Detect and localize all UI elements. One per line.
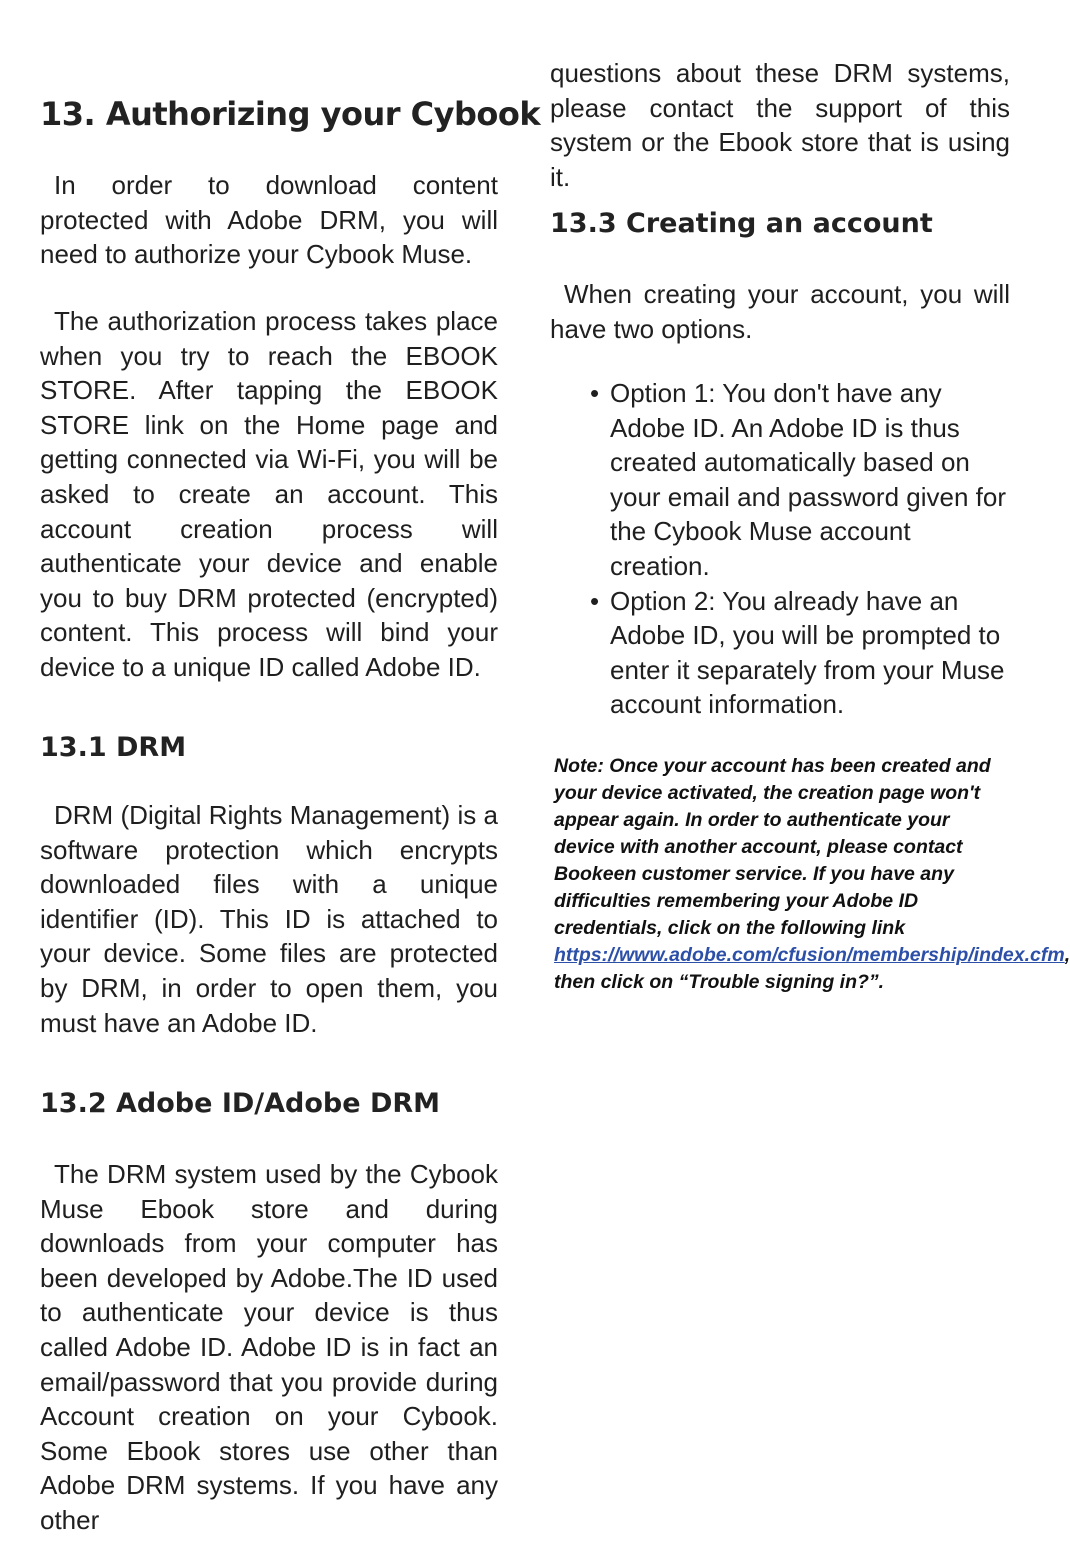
note-text-after: , then click on “Trouble signing in?”. (554, 944, 1070, 993)
authorization-paragraph: The authorization process takes place when you try to reach the EBOOK STORE. After tapping the EBOOK STORE link on the Home page and getting connected via Wi-Fi, you will be asked to create an account. This account creation process will authenticate your device and enable you to buy DRM protected (encrypted) content. This process will bind your device to a unique ID called Adobe ID. (40, 306, 498, 682)
account-options-intro: When creating your account, you will have two options. (550, 279, 1010, 344)
adobe-membership-link[interactable]: https://www.adobe.com/cfusion/membership/index.cfm (554, 944, 1065, 966)
note-text-before: Note: Once your account has been created and your device activated, the creation page won't appear again. In order to authenticate your device with another account, please contact Bookeen customer service. If you have any difficulties remembering your Adobe ID credentials, click on the following link (554, 755, 991, 939)
section-heading-creating-account: 13.3 Creating an account (550, 208, 933, 239)
list-item (590, 584, 1010, 722)
option-1-text: Option 1: You don't have any Adobe ID. An Adobe ID is thus created automatically based on your email and password given for the Cybook Muse account creation. (610, 378, 1006, 581)
intro-paragraph: In order to download content protected with Adobe DRM, you will need to authorize your Cybook Muse. (40, 170, 498, 270)
bullet-icon: • (590, 378, 600, 408)
bullet-icon: • (590, 585, 600, 616)
account-note (554, 753, 1070, 996)
section-heading-adobe-id: 13.2 Adobe ID/Adobe DRM (40, 1088, 441, 1119)
section-title-authorizing: 13. Authorizing your Cybook (40, 95, 541, 133)
drm-paragraph: DRM (Digital Rights Management) is a software protection which encrypts downloaded files with a unique identifier (ID). This ID is attached to your device. Some files are protected by DRM, in order to open them, you must have an Adobe ID. (40, 800, 498, 1038)
list-item (590, 376, 1010, 584)
option-2-text: Option 2: You already have an Adobe ID, you will be prompted to enter it separately from your Muse account information. (610, 585, 1005, 720)
adobe-id-paragraph: The DRM system used by the Cybook Muse Ebook store and during downloads from your computer has been developed by Adobe.The ID used to authenticate your device is thus called Adobe ID. Adobe ID is in fact an email/password that you provide during Account creation on your Cybook. Some Ebook stores use other than Adobe DRM systems. If you have any other (40, 1159, 498, 1535)
account-options-list (590, 376, 1010, 722)
section-heading-drm: 13.1 DRM (40, 732, 187, 763)
continued-paragraph: questions about these DRM systems, please contact the support of this system or the Ebook store that is using it. (550, 58, 1010, 192)
